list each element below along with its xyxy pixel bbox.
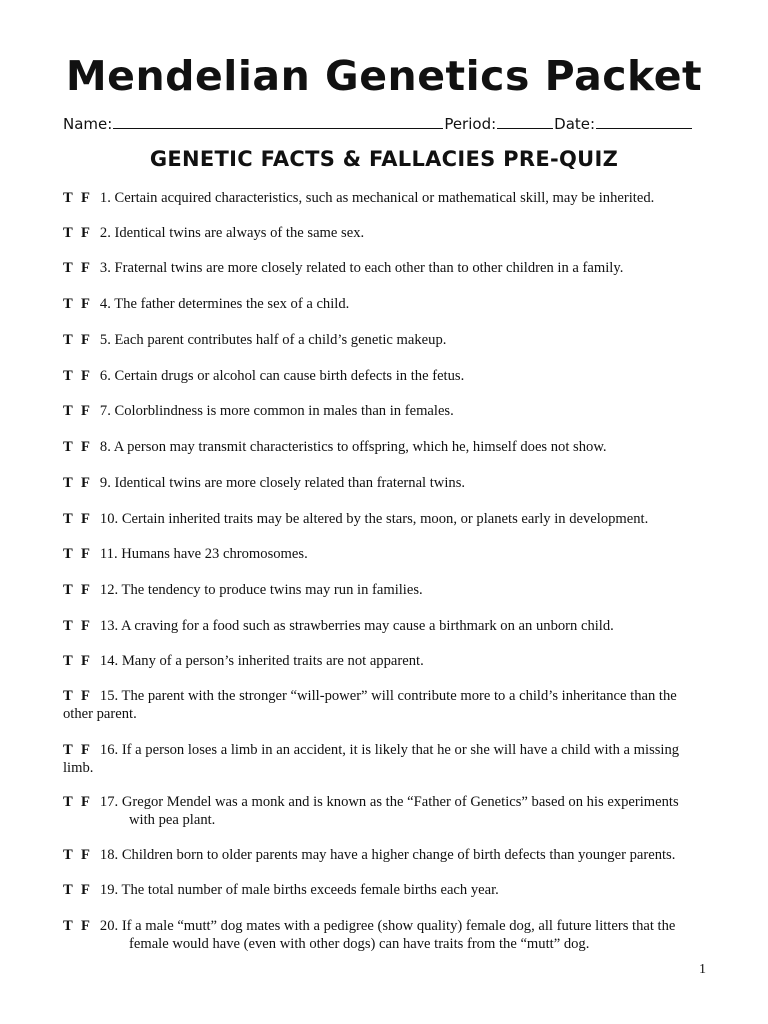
- question-text: 8. A person may transmit characteristics to offspring, which he, himself does not show.: [99, 439, 607, 455]
- question-text: 3. Fraternal twins are more closely related to each other than to other children in a family.: [99, 260, 624, 276]
- question-item: [63, 742, 708, 777]
- true-option[interactable]: T: [63, 882, 73, 898]
- false-option[interactable]: F: [81, 742, 90, 758]
- false-option[interactable]: F: [81, 546, 90, 562]
- quiz-heading: GENETIC FACTS & FALLACIES PRE-QUIZ: [149, 147, 619, 171]
- true-option[interactable]: T: [63, 546, 73, 562]
- false-option[interactable]: F: [81, 439, 90, 455]
- question-line: [63, 296, 708, 314]
- question-item: [63, 847, 708, 865]
- question-line: [63, 618, 708, 636]
- question-item: [63, 439, 708, 457]
- question-item: [63, 260, 708, 278]
- question-item: [63, 653, 708, 671]
- question-text: 9. Identical twins are more closely related than fraternal twins.: [99, 475, 466, 491]
- question-text: 2. Identical twins are always of the same sex.: [99, 225, 365, 241]
- false-option[interactable]: F: [81, 260, 90, 276]
- question-continuation: other parent.: [63, 705, 137, 722]
- question-line: [63, 688, 708, 706]
- question-item: [63, 688, 708, 723]
- question-item: [63, 296, 708, 314]
- question-item: [63, 368, 708, 386]
- question-item: [63, 332, 708, 350]
- question-line: [63, 439, 708, 457]
- question-item: [63, 511, 708, 529]
- false-option[interactable]: F: [81, 368, 90, 384]
- question-text: 1. Certain acquired characteristics, such as mechanical or mathematical skill, may be inherited.: [99, 190, 655, 206]
- question-text: 19. The total number of male births exceeds female births each year.: [99, 882, 499, 898]
- question-item: [63, 190, 708, 208]
- true-option[interactable]: T: [63, 794, 73, 810]
- question-item: [63, 582, 708, 600]
- question-item: [63, 403, 708, 421]
- period-blank[interactable]: [497, 114, 553, 129]
- false-option[interactable]: F: [81, 475, 90, 491]
- question-line: [63, 332, 708, 350]
- question-line: [63, 368, 708, 386]
- true-option[interactable]: T: [63, 439, 73, 455]
- question-text: 7. Colorblindness is more common in males than in females.: [99, 403, 454, 419]
- true-option[interactable]: T: [63, 225, 73, 241]
- false-option[interactable]: F: [81, 688, 90, 704]
- true-option[interactable]: T: [63, 403, 73, 419]
- true-option[interactable]: T: [63, 918, 73, 934]
- true-option[interactable]: T: [63, 368, 73, 384]
- question-item: [63, 794, 708, 829]
- question-text: 20. If a male “mutt” dog mates with a pedigree (show quality) female dog, all future litters that the: [99, 918, 676, 934]
- question-text: 6. Certain drugs or alcohol can cause birth defects in the fetus.: [99, 368, 465, 384]
- question-line: [63, 582, 708, 600]
- question-text: 18. Children born to older parents may have a higher change of birth defects than younger parents.: [99, 847, 676, 863]
- false-option[interactable]: F: [81, 847, 90, 863]
- name-label: Name:: [63, 115, 113, 133]
- false-option[interactable]: F: [81, 653, 90, 669]
- question-text: 17. Gregor Mendel was a monk and is known as the “Father of Genetics” based on his experiments: [99, 794, 679, 810]
- false-option[interactable]: F: [81, 882, 90, 898]
- false-option[interactable]: F: [81, 225, 90, 241]
- question-line: [63, 225, 708, 243]
- question-text: 16. If a person loses a limb in an accident, it is likely that he or she will have a child with a missing: [99, 742, 680, 758]
- date-blank[interactable]: [596, 114, 692, 129]
- true-option[interactable]: T: [63, 475, 73, 491]
- false-option[interactable]: F: [81, 190, 90, 206]
- question-line: [63, 190, 708, 208]
- question-item: [63, 918, 708, 953]
- false-option[interactable]: F: [81, 511, 90, 527]
- true-option[interactable]: T: [63, 653, 73, 669]
- question-text: 4. The father determines the sex of a child.: [99, 296, 350, 312]
- false-option[interactable]: F: [81, 618, 90, 634]
- false-option[interactable]: F: [81, 918, 90, 934]
- question-continuation: with pea plant.: [129, 811, 216, 828]
- false-option[interactable]: F: [81, 332, 90, 348]
- question-item: [63, 882, 708, 900]
- name-blank[interactable]: [113, 114, 443, 129]
- question-line: [63, 260, 708, 278]
- true-option[interactable]: T: [63, 847, 73, 863]
- question-text: 13. A craving for a food such as strawberries may cause a birthmark on an unborn child.: [99, 618, 614, 634]
- question-line: [63, 475, 708, 493]
- false-option[interactable]: F: [81, 794, 90, 810]
- page-number: 1: [699, 962, 706, 977]
- true-option[interactable]: T: [63, 582, 73, 598]
- question-text: 5. Each parent contributes half of a child’s genetic makeup.: [99, 332, 447, 348]
- true-option[interactable]: T: [63, 190, 73, 206]
- question-text: 14. Many of a person’s inherited traits are not apparent.: [99, 653, 424, 669]
- false-option[interactable]: F: [81, 582, 90, 598]
- question-text: 11. Humans have 23 chromosomes.: [99, 546, 308, 562]
- true-option[interactable]: T: [63, 260, 73, 276]
- question-line: [63, 403, 708, 421]
- question-line: [63, 511, 708, 529]
- true-option[interactable]: T: [63, 742, 73, 758]
- date-label: Date:: [554, 115, 596, 133]
- question-item: [63, 546, 708, 564]
- question-line: [63, 546, 708, 564]
- question-line: [63, 847, 708, 865]
- true-option[interactable]: T: [63, 618, 73, 634]
- false-option[interactable]: F: [81, 403, 90, 419]
- question-continuation: female would have (even with other dogs) can have traits from the “mutt” dog.: [129, 935, 590, 952]
- question-line: [63, 653, 708, 671]
- true-option[interactable]: T: [63, 688, 73, 704]
- question-item: [63, 225, 708, 243]
- question-text: 15. The parent with the stronger “will-power” will contribute more to a child’s inheritance than the: [99, 688, 677, 704]
- page-title: Mendelian Genetics Packet: [65, 52, 703, 100]
- period-label: Period:: [444, 115, 497, 133]
- false-option[interactable]: F: [81, 296, 90, 312]
- true-option[interactable]: T: [63, 511, 73, 527]
- question-line: [63, 742, 708, 760]
- true-option[interactable]: T: [63, 296, 73, 312]
- question-line: [63, 794, 708, 812]
- question-text: 10. Certain inherited traits may be altered by the stars, moon, or planets early in development.: [99, 511, 649, 527]
- question-line: [63, 918, 708, 936]
- true-option[interactable]: T: [63, 332, 73, 348]
- question-item: [63, 475, 708, 493]
- question-line: [63, 882, 708, 900]
- question-text: 12. The tendency to produce twins may run in families.: [99, 582, 423, 598]
- student-info-line: [63, 114, 703, 133]
- question-item: [63, 618, 708, 636]
- question-continuation: limb.: [63, 759, 94, 776]
